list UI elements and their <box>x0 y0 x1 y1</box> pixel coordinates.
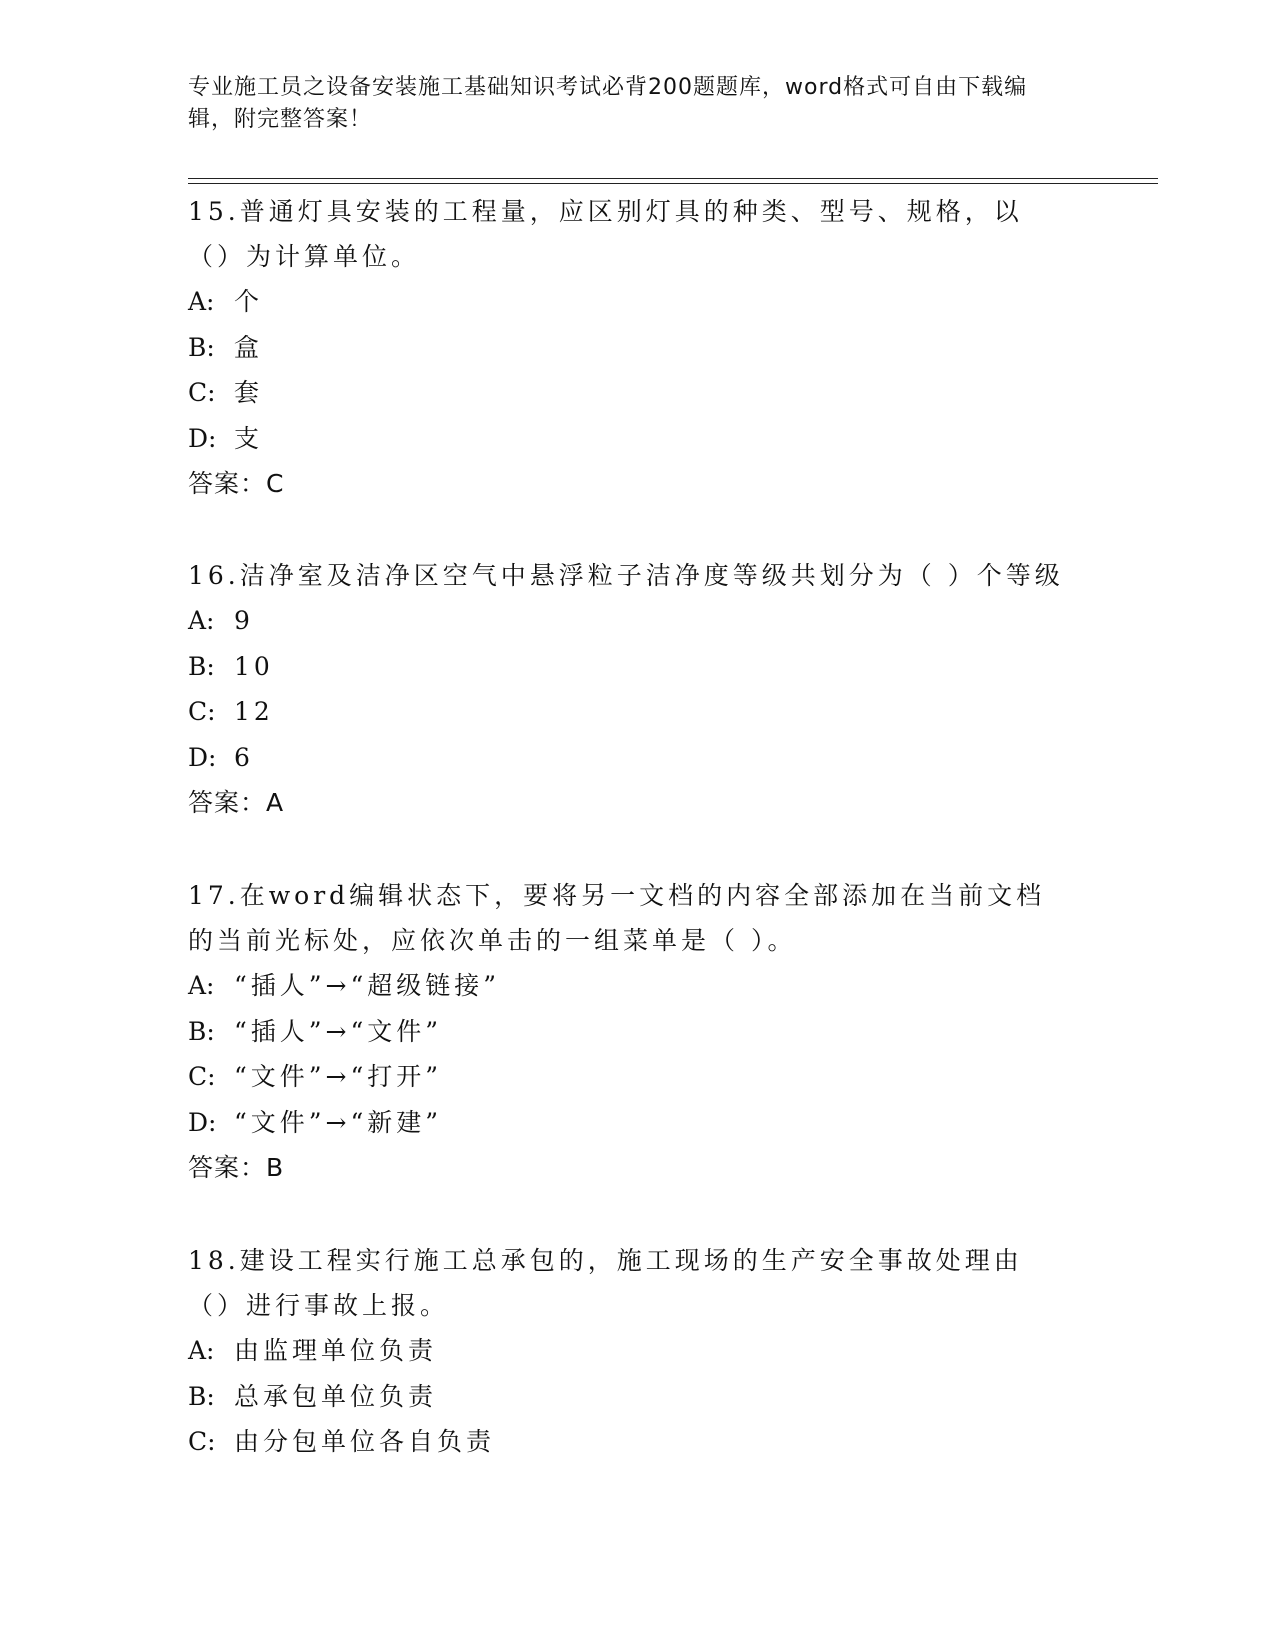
question-17 <box>188 873 1068 1191</box>
option-text: 12 <box>234 697 274 726</box>
option-letter: A: <box>188 287 215 316</box>
option-text: 由分包单位各自负责 <box>234 1427 496 1456</box>
option-text: 套 <box>234 378 264 407</box>
question-text: 16.洁净室及洁净区空气中悬浮粒子洁净度等级共划分为（ ）个等级 <box>188 561 1064 590</box>
option-a <box>188 598 1068 644</box>
option-text: 6 <box>234 742 254 772</box>
option-c <box>188 689 1068 735</box>
question-text: 17.在word编辑状态下，要将另一文档的内容全部添加在当前文档的当前光标处，应依次单击的一组菜单是（ ）。 <box>188 881 1046 955</box>
option-letter: B: <box>188 651 215 681</box>
option-c <box>188 370 1068 416</box>
option-text: 个 <box>234 287 264 316</box>
option-letter: D: <box>188 742 217 772</box>
option-a <box>188 963 1068 1009</box>
option-b <box>188 1374 1068 1420</box>
option-letter: A: <box>188 1336 215 1365</box>
option-text: 10 <box>234 651 274 681</box>
option-letter: C: <box>188 1427 216 1456</box>
answer: 答案：B <box>188 1153 285 1182</box>
answer: 答案：C <box>188 469 285 498</box>
option-letter: A: <box>188 971 215 1000</box>
option-letter: B: <box>188 332 215 362</box>
option-letter: C: <box>188 697 216 726</box>
option-a <box>188 1328 1068 1374</box>
option-b <box>188 644 1068 690</box>
option-letter: A: <box>188 606 215 635</box>
option-b <box>188 325 1068 371</box>
option-c <box>188 1419 1068 1465</box>
option-text: 支 <box>234 423 264 453</box>
option-text: “插人”→“超级链接” <box>234 971 501 1000</box>
option-text: “插人”→“文件” <box>234 1016 443 1046</box>
option-text: 总承包单位负责 <box>234 1381 438 1411</box>
option-text: “文件”→“打开” <box>234 1062 443 1091</box>
answer: 答案：A <box>188 788 285 817</box>
option-text: 由监理单位负责 <box>234 1336 438 1365</box>
question-text: 15.普通灯具安装的工程量，应区别灯具的种类、型号、规格，以（）为计算单位。 <box>188 197 1023 271</box>
option-letter: C: <box>188 1062 216 1091</box>
question-text: 18.建设工程实行施工总承包的，施工现场的生产安全事故处理由（）进行事故上报。 <box>188 1246 1023 1320</box>
option-d <box>188 735 1068 781</box>
option-c <box>188 1054 1068 1100</box>
question-16 <box>188 553 1068 826</box>
document-header: 专业施工员之设备安装施工基础知识考试必背200题题库，word格式可自由下载编辑，附完整答案！ <box>188 75 1028 132</box>
option-d <box>188 1100 1068 1146</box>
question-15 <box>188 189 1068 507</box>
option-letter: B: <box>188 1016 215 1046</box>
question-18 <box>188 1238 1068 1465</box>
option-text: 盒 <box>234 332 264 362</box>
option-a <box>188 279 1068 325</box>
header-rule-bottom <box>188 183 1158 184</box>
option-letter: C: <box>188 378 216 407</box>
option-letter: D: <box>188 1107 217 1137</box>
option-text: “文件”→“新建” <box>234 1107 443 1137</box>
option-letter: B: <box>188 1381 215 1411</box>
option-text: 9 <box>234 606 254 635</box>
header-rule-top <box>188 178 1158 179</box>
option-letter: D: <box>188 423 217 453</box>
option-b <box>188 1009 1068 1055</box>
option-d <box>188 416 1068 462</box>
